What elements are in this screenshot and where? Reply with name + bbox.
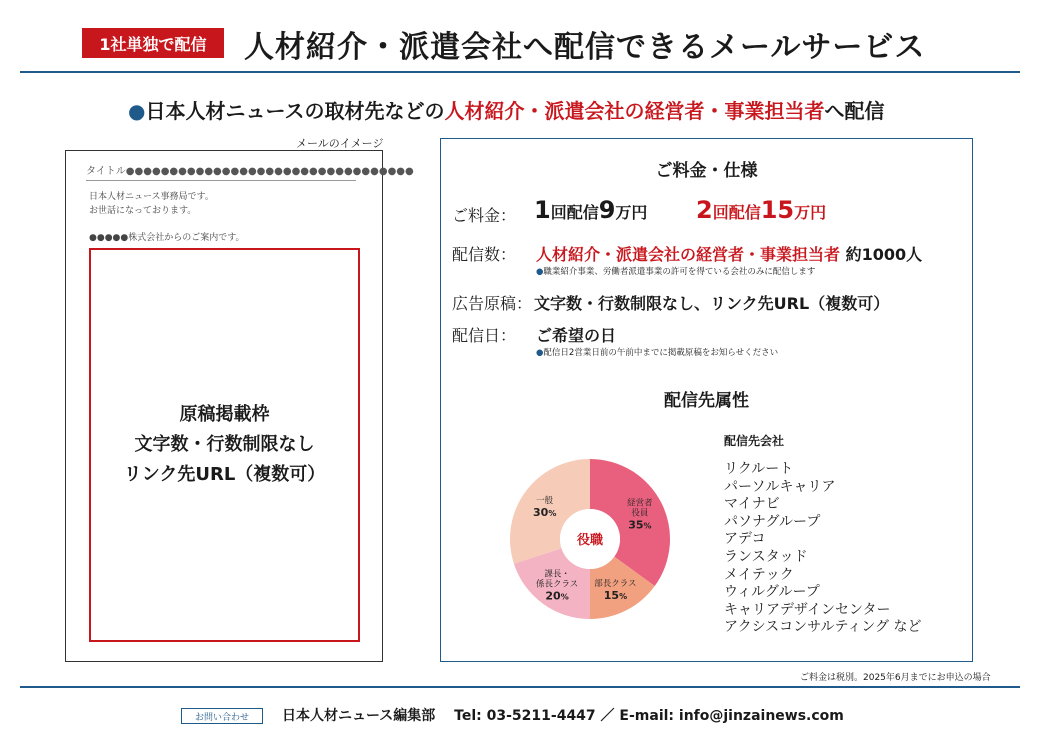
mock-divider	[86, 180, 356, 181]
price-option-1: 1回配信9万円	[534, 196, 648, 224]
mock-intro: ●●●●●株式会社からのご案内です。	[89, 233, 245, 243]
mock-caption: メールのイメージ	[296, 137, 384, 150]
reach-value: 人材紹介・派遣会社の経営者・事業担当者 約1000人	[536, 245, 923, 264]
spec-title: ご料金・仕様	[655, 161, 758, 181]
page-title: 人材紹介・派遣会社へ配信できるメールサービス	[244, 30, 926, 65]
company-item: ウィルグループ	[724, 584, 820, 601]
bullet-icon: ●	[128, 99, 146, 123]
exclusive-badge: 1社単独で配信	[82, 28, 224, 58]
price-label: ご料金：	[452, 206, 517, 225]
reach-note: ●職業紹介事業、労働者派遣事業の許可を得ている会社のみに配信します	[536, 267, 816, 277]
ad-placement-frame	[89, 248, 360, 642]
subtitle	[128, 95, 884, 124]
footer-divider	[20, 686, 1020, 688]
company-item: アデコ	[724, 531, 766, 548]
attribute-title: 配信先属性	[664, 391, 749, 411]
pie-slice-label: 経営者役員 35%	[627, 498, 653, 532]
company-item: アクシスコンサルティング など	[724, 619, 922, 636]
pie-center-label: 役職	[576, 533, 604, 548]
company-item: リクルート	[724, 461, 794, 477]
company-item: メイテック	[724, 566, 794, 583]
mock-greeting-2: お世話になっております。	[89, 206, 197, 216]
frame-line-1: 原稿掲載枠	[179, 404, 270, 425]
mock-greeting-1: 日本人材ニュース事務局です。	[89, 192, 214, 202]
date-value: ご希望の日	[536, 326, 617, 345]
company-item: パーソルキャリア	[724, 478, 836, 495]
frame-line-3: リンク先URL（複数可）	[123, 464, 326, 485]
contact-tag: お問い合わせ	[181, 708, 263, 724]
price-footnote: ご料金は税別。2025年6月までにお申込の場合	[800, 673, 991, 683]
company-item: パソナグループ	[724, 513, 821, 530]
pie-slice-label: 部長クラス 15%	[594, 578, 637, 602]
company-item: ランスタッド	[724, 549, 808, 565]
ad-label: 広告原稿：	[452, 294, 533, 313]
position-pie-chart	[510, 459, 670, 619]
pie-slice-label: 課長・係長クラス 20%	[535, 569, 579, 603]
subtitle-highlight: 人材紹介・派遣会社の経営者・事業担当者	[444, 99, 825, 123]
ad-value: 文字数・行数制限なし、リンク先URL（複数可）	[534, 294, 890, 313]
frame-line-2: 文字数・行数制限なし	[134, 434, 315, 455]
date-note: ●配信日2営業日前の午前中までに掲載原稿をお知らせください	[536, 348, 779, 358]
price-option-2: 2回配信15万円	[696, 196, 827, 224]
reach-label: 配信数：	[452, 245, 517, 264]
company-list-title: 配信先会社	[724, 434, 785, 448]
subtitle-prefix: 日本人材ニュースの取材先などの	[145, 99, 445, 123]
header-divider	[20, 71, 1020, 73]
pie-slice-label: 一般 30%	[533, 496, 557, 520]
contact-info: 日本人材ニュース編集部 Tel: 03-5211-4447 ／ E-mail: info@jinzainews.com	[282, 708, 844, 724]
company-item: キャリアデザインセンター	[724, 601, 891, 618]
mock-title-line: タイトル●●●●●●●●●●●●●●●●●●●●●●●●●●●●●●●●●	[86, 166, 414, 177]
subtitle-suffix: へ配信	[824, 99, 885, 123]
company-item: マイナビ	[724, 496, 780, 513]
date-label: 配信日：	[452, 326, 517, 345]
